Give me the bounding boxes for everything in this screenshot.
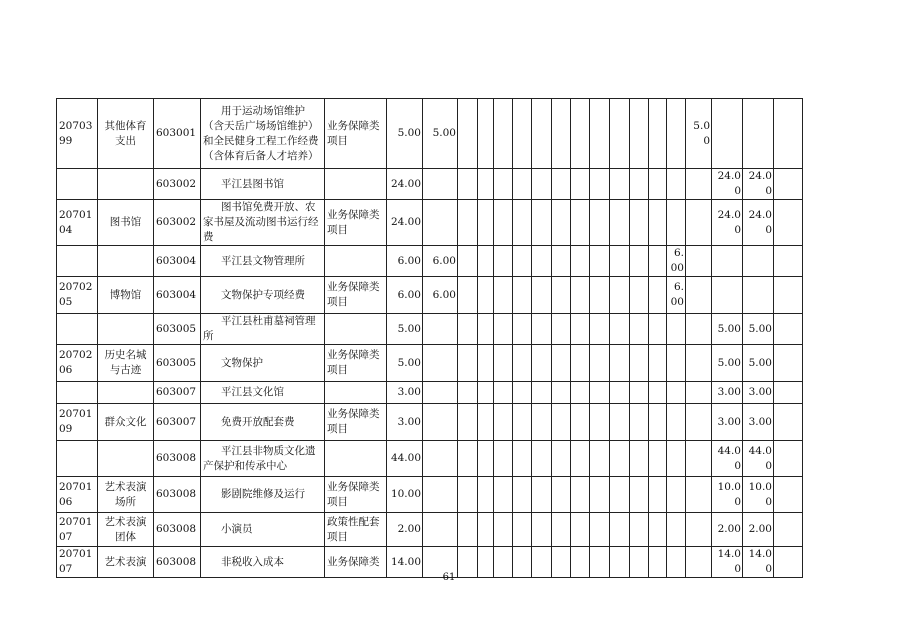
subject-code-cell [57, 169, 98, 200]
amount-cell [610, 314, 630, 345]
amount-cell [630, 345, 649, 382]
amount-cell [590, 382, 610, 404]
amount-cell [590, 314, 610, 345]
amount-cell [532, 277, 552, 314]
budget-table [56, 98, 803, 578]
amount-cell [552, 477, 571, 513]
amount-cell [494, 314, 513, 345]
amount-cell: 24.00 [387, 200, 423, 246]
amount-cell: 6.00 [423, 246, 458, 277]
amount-cell [532, 477, 552, 513]
amount-cell [571, 99, 590, 169]
amount-cell [478, 277, 494, 314]
amount-cell [667, 404, 686, 441]
project-name-cell: 影剧院维修及运行 [201, 477, 325, 513]
amount-cell [667, 345, 686, 382]
amount-cell [610, 277, 630, 314]
amount-cell [494, 477, 513, 513]
amount-cell [513, 314, 532, 345]
amount-cell: 3.00 [712, 404, 743, 441]
project-type-cell [325, 314, 387, 345]
amount-cell: 3.00 [743, 382, 774, 404]
amount-cell [532, 441, 552, 477]
amount-cell [686, 200, 712, 246]
unit-code-cell: 603005 [154, 314, 201, 345]
amount-cell [552, 99, 571, 169]
project-type-cell: 业务保障类项目 [325, 477, 387, 513]
amount-cell [513, 99, 532, 169]
amount-cell: 2.00 [387, 513, 423, 547]
amount-cell: 3.00 [743, 404, 774, 441]
amount-cell [423, 382, 458, 404]
project-name-cell: 免费开放配套费 [201, 404, 325, 441]
amount-cell [458, 99, 478, 169]
amount-cell: 3.00 [712, 382, 743, 404]
amount-cell [649, 477, 667, 513]
amount-cell [649, 277, 667, 314]
amount-cell [590, 404, 610, 441]
subject-name-cell: 博物馆 [98, 277, 154, 314]
amount-cell [513, 169, 532, 200]
amount-cell [610, 513, 630, 547]
amount-cell [667, 382, 686, 404]
subject-code-cell: 2070107 [57, 547, 98, 578]
amount-cell [513, 441, 532, 477]
subject-name-cell [98, 382, 154, 404]
amount-cell [478, 404, 494, 441]
amount-cell: 10.00 [743, 477, 774, 513]
amount-cell [774, 404, 803, 441]
amount-cell [494, 277, 513, 314]
subject-code-cell: 2070206 [57, 345, 98, 382]
subject-code-cell: 2070109 [57, 404, 98, 441]
amount-cell [552, 404, 571, 441]
amount-cell: 5.00 [712, 314, 743, 345]
amount-cell [513, 477, 532, 513]
table-row [57, 345, 803, 382]
amount-cell [774, 246, 803, 277]
amount-cell [686, 246, 712, 277]
subject-code-cell: 2070106 [57, 477, 98, 513]
amount-cell [513, 404, 532, 441]
amount-cell [774, 345, 803, 382]
project-name-cell: 平江县非物质文化遗产保护和传承中心 [201, 441, 325, 477]
amount-cell [513, 382, 532, 404]
amount-cell [590, 200, 610, 246]
amount-cell [667, 477, 686, 513]
amount-cell [494, 345, 513, 382]
amount-cell [686, 477, 712, 513]
amount-cell [494, 99, 513, 169]
amount-cell [590, 345, 610, 382]
amount-cell [513, 246, 532, 277]
project-name-cell: 图书馆免费开放、农家书屋及流动图书运行经费 [201, 200, 325, 246]
amount-cell [774, 382, 803, 404]
amount-cell [458, 246, 478, 277]
amount-cell [774, 169, 803, 200]
amount-cell: 14.00 [387, 547, 423, 578]
amount-cell [423, 404, 458, 441]
amount-cell: 24.00 [387, 169, 423, 200]
amount-cell [494, 441, 513, 477]
amount-cell [478, 382, 494, 404]
amount-cell [532, 169, 552, 200]
amount-cell [590, 513, 610, 547]
amount-cell [610, 345, 630, 382]
project-type-cell: 业务保障类项目 [325, 277, 387, 314]
amount-cell [423, 513, 458, 547]
subject-code-cell [57, 382, 98, 404]
amount-cell [610, 441, 630, 477]
subject-name-cell: 图书馆 [98, 200, 154, 246]
unit-code-cell: 603008 [154, 547, 201, 578]
unit-code-cell: 603008 [154, 513, 201, 547]
amount-cell: 6.00 [387, 277, 423, 314]
amount-cell [649, 382, 667, 404]
amount-cell: 44.00 [743, 441, 774, 477]
amount-cell: 14.00 [743, 547, 774, 578]
amount-cell [532, 246, 552, 277]
amount-cell [571, 200, 590, 246]
project-name-cell: 非税收入成本 [201, 547, 325, 578]
amount-cell [552, 314, 571, 345]
amount-cell [686, 277, 712, 314]
amount-cell [630, 513, 649, 547]
amount-cell [743, 99, 774, 169]
amount-cell [649, 99, 667, 169]
amount-cell: 5.00 [743, 314, 774, 345]
project-name-cell: 文物保护专项经费 [201, 277, 325, 314]
project-type-cell: 业务保障类项目 [325, 345, 387, 382]
amount-cell [610, 246, 630, 277]
amount-cell: 2.00 [712, 513, 743, 547]
amount-cell [590, 277, 610, 314]
amount-cell [513, 345, 532, 382]
amount-cell [667, 99, 686, 169]
amount-cell [494, 200, 513, 246]
amount-cell: 6.00 [667, 277, 686, 314]
table-row [57, 314, 803, 345]
subject-code-cell [57, 314, 98, 345]
amount-cell: 6.00 [423, 277, 458, 314]
amount-cell: 5.00 [423, 99, 458, 169]
amount-cell [532, 382, 552, 404]
unit-code-cell: 603001 [154, 99, 201, 169]
amount-cell [532, 200, 552, 246]
project-name-cell: 平江县图书馆 [201, 169, 325, 200]
amount-cell [774, 277, 803, 314]
amount-cell [478, 345, 494, 382]
amount-cell [458, 513, 478, 547]
amount-cell [610, 382, 630, 404]
amount-cell: 6.00 [667, 246, 686, 277]
amount-cell [667, 169, 686, 200]
amount-cell [610, 169, 630, 200]
amount-cell: 24.00 [743, 169, 774, 200]
amount-cell [712, 246, 743, 277]
amount-cell [610, 200, 630, 246]
amount-cell [513, 200, 532, 246]
amount-cell [630, 477, 649, 513]
amount-cell [494, 513, 513, 547]
amount-cell [610, 404, 630, 441]
amount-cell [743, 246, 774, 277]
amount-cell [458, 200, 478, 246]
amount-cell: 44.00 [387, 441, 423, 477]
unit-code-cell: 603005 [154, 345, 201, 382]
table-row [57, 99, 803, 169]
amount-cell [686, 441, 712, 477]
amount-cell [423, 169, 458, 200]
unit-code-cell: 603008 [154, 441, 201, 477]
project-type-cell: 业务保障类项目 [325, 200, 387, 246]
amount-cell [458, 314, 478, 345]
amount-cell [458, 277, 478, 314]
amount-cell [571, 314, 590, 345]
subject-code-cell: 2070205 [57, 277, 98, 314]
amount-cell: 24.00 [712, 200, 743, 246]
project-name-cell: 平江县文化馆 [201, 382, 325, 404]
amount-cell [774, 441, 803, 477]
amount-cell [774, 99, 803, 169]
amount-cell [630, 169, 649, 200]
table-row [57, 382, 803, 404]
amount-cell: 10.00 [387, 477, 423, 513]
amount-cell [649, 404, 667, 441]
amount-cell [478, 169, 494, 200]
amount-cell [649, 441, 667, 477]
amount-cell [478, 314, 494, 345]
amount-cell [571, 382, 590, 404]
amount-cell [552, 246, 571, 277]
amount-cell [494, 404, 513, 441]
amount-cell [458, 169, 478, 200]
project-type-cell: 业务保障类项目 [325, 99, 387, 169]
amount-cell [686, 169, 712, 200]
unit-code-cell: 603004 [154, 246, 201, 277]
amount-cell [630, 246, 649, 277]
unit-code-cell: 603007 [154, 382, 201, 404]
unit-code-cell: 603004 [154, 277, 201, 314]
amount-cell [630, 441, 649, 477]
project-type-cell [325, 382, 387, 404]
amount-cell [532, 513, 552, 547]
project-type-cell: 业务保障类项目 [325, 404, 387, 441]
amount-cell [590, 246, 610, 277]
amount-cell: 2.00 [743, 513, 774, 547]
amount-cell [478, 99, 494, 169]
amount-cell [423, 345, 458, 382]
amount-cell [630, 200, 649, 246]
table-row [57, 477, 803, 513]
amount-cell [458, 441, 478, 477]
amount-cell [552, 169, 571, 200]
amount-cell [667, 513, 686, 547]
amount-cell [423, 314, 458, 345]
amount-cell [610, 477, 630, 513]
table-row [57, 404, 803, 441]
project-name-cell: 文物保护 [201, 345, 325, 382]
page-number: 61 [442, 572, 456, 583]
amount-cell: 44.00 [712, 441, 743, 477]
amount-cell [494, 246, 513, 277]
amount-cell [630, 277, 649, 314]
amount-cell [774, 200, 803, 246]
amount-cell [571, 277, 590, 314]
amount-cell [571, 169, 590, 200]
amount-cell [423, 200, 458, 246]
amount-cell [649, 513, 667, 547]
amount-cell [743, 277, 774, 314]
amount-cell [686, 513, 712, 547]
unit-code-cell: 603002 [154, 200, 201, 246]
amount-cell: 10.00 [712, 477, 743, 513]
amount-cell: 6.00 [387, 246, 423, 277]
subject-code-cell: 2070104 [57, 200, 98, 246]
amount-cell [630, 404, 649, 441]
amount-cell: 5.00 [387, 99, 423, 169]
subject-name-cell [98, 441, 154, 477]
amount-cell [774, 314, 803, 345]
project-name-cell: 用于运动场馆维护（含天岳广场场馆维护）和全民健身工程工作经费（含体育后备人才培养） [201, 99, 325, 169]
amount-cell: 3.00 [387, 382, 423, 404]
project-type-cell [325, 441, 387, 477]
amount-cell: 14.00 [712, 547, 743, 578]
subject-name-cell [98, 246, 154, 277]
table-row [57, 169, 803, 200]
amount-cell [649, 200, 667, 246]
amount-cell [494, 169, 513, 200]
amount-cell [571, 345, 590, 382]
amount-cell [590, 441, 610, 477]
amount-cell [571, 513, 590, 547]
amount-cell [649, 314, 667, 345]
subject-code-cell [57, 441, 98, 477]
amount-cell [610, 99, 630, 169]
amount-cell [667, 314, 686, 345]
amount-cell [630, 382, 649, 404]
amount-cell [458, 477, 478, 513]
amount-cell [774, 513, 803, 547]
amount-cell [590, 99, 610, 169]
subject-name-cell: 艺术表演团体 [98, 513, 154, 547]
amount-cell: 5.00 [387, 345, 423, 382]
amount-cell [478, 477, 494, 513]
amount-cell [458, 404, 478, 441]
amount-cell [552, 200, 571, 246]
project-type-cell: 业务保障类 [325, 547, 387, 578]
amount-cell: 5.00 [743, 345, 774, 382]
project-type-cell [325, 246, 387, 277]
amount-cell: 5.00 [686, 99, 712, 169]
amount-cell [552, 382, 571, 404]
amount-cell [532, 99, 552, 169]
amount-cell [513, 277, 532, 314]
subject-name-cell [98, 169, 154, 200]
amount-cell [532, 345, 552, 382]
subject-name-cell: 群众文化 [98, 404, 154, 441]
amount-cell [478, 200, 494, 246]
amount-cell [686, 314, 712, 345]
amount-cell: 24.00 [743, 200, 774, 246]
amount-cell [590, 169, 610, 200]
amount-cell [423, 477, 458, 513]
amount-cell: 3.00 [387, 404, 423, 441]
project-type-cell: 政策性配套项目 [325, 513, 387, 547]
amount-cell [478, 513, 494, 547]
subject-name-cell [98, 314, 154, 345]
project-name-cell: 小演员 [201, 513, 325, 547]
amount-cell [712, 277, 743, 314]
amount-cell [649, 169, 667, 200]
amount-cell [630, 99, 649, 169]
table-body [57, 99, 803, 578]
amount-cell [552, 441, 571, 477]
project-name-cell: 平江县文物管理所 [201, 246, 325, 277]
amount-cell [571, 246, 590, 277]
amount-cell [494, 382, 513, 404]
table-row [57, 246, 803, 277]
amount-cell [630, 314, 649, 345]
amount-cell [423, 441, 458, 477]
amount-cell [478, 246, 494, 277]
amount-cell [686, 404, 712, 441]
project-type-cell [325, 169, 387, 200]
amount-cell [590, 477, 610, 513]
amount-cell [552, 345, 571, 382]
table-row [57, 277, 803, 314]
amount-cell [458, 382, 478, 404]
amount-cell [571, 404, 590, 441]
amount-cell [667, 441, 686, 477]
amount-cell [649, 246, 667, 277]
subject-name-cell: 其他体育支出 [98, 99, 154, 169]
subject-name-cell: 历史名城与古迹 [98, 345, 154, 382]
amount-cell [649, 345, 667, 382]
amount-cell [686, 345, 712, 382]
amount-cell [532, 314, 552, 345]
project-name-cell: 平江县杜甫墓祠管理所 [201, 314, 325, 345]
amount-cell [552, 277, 571, 314]
amount-cell [552, 513, 571, 547]
amount-cell [774, 477, 803, 513]
table-row [57, 200, 803, 246]
amount-cell: 5.00 [712, 345, 743, 382]
subject-name-cell: 艺术表演场所 [98, 477, 154, 513]
unit-code-cell: 603002 [154, 169, 201, 200]
amount-cell [667, 200, 686, 246]
unit-code-cell: 603007 [154, 404, 201, 441]
subject-code-cell [57, 246, 98, 277]
subject-code-cell: 2070107 [57, 513, 98, 547]
amount-cell [513, 513, 532, 547]
amount-cell: 24.00 [712, 169, 743, 200]
amount-cell [458, 345, 478, 382]
amount-cell: 5.00 [387, 314, 423, 345]
unit-code-cell: 603008 [154, 477, 201, 513]
amount-cell [478, 441, 494, 477]
amount-cell [686, 382, 712, 404]
amount-cell [532, 404, 552, 441]
subject-code-cell: 2070399 [57, 99, 98, 169]
amount-cell [571, 477, 590, 513]
table-row [57, 441, 803, 477]
amount-cell [712, 99, 743, 169]
subject-name-cell: 艺术表演 [98, 547, 154, 578]
table-row [57, 513, 803, 547]
amount-cell [571, 441, 590, 477]
